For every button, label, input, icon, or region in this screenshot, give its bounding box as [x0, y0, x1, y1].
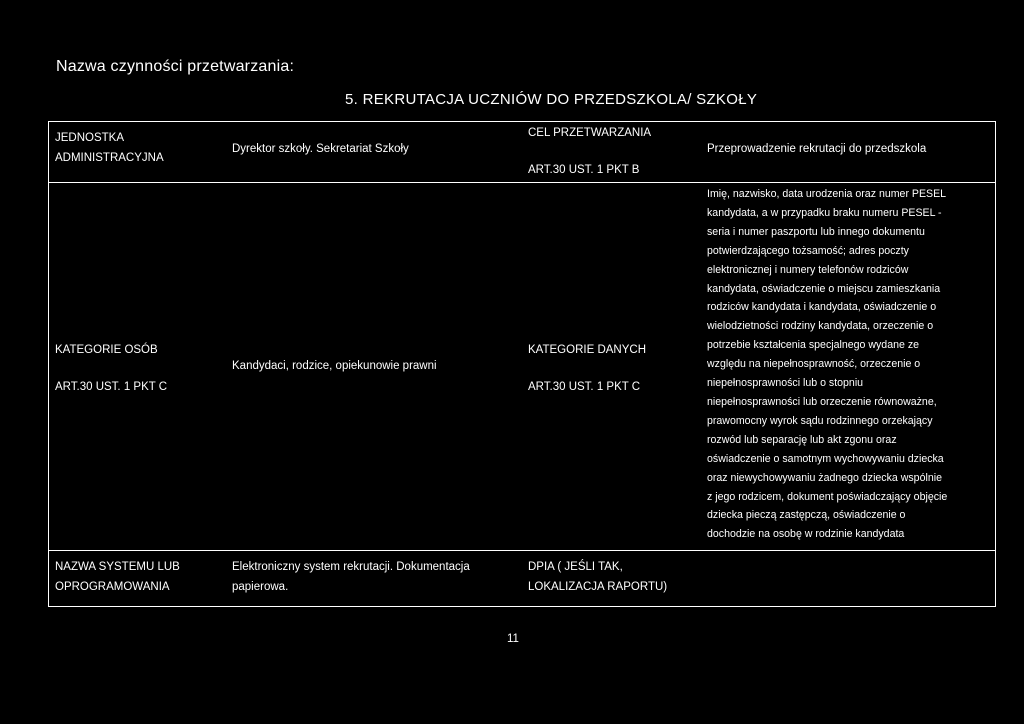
- data-line: względu na niepełnosprawność, orzeczenie o: [707, 358, 921, 371]
- data-line: Imię, nazwisko, data urodzenia oraz numer PESEL: [707, 188, 947, 200]
- table-right-border: [995, 121, 996, 607]
- data-line: rodziców kandydata i kandydata, oświadczenie o: [707, 301, 937, 314]
- processing-purpose-value: Przeprowadzenie rekrutacji do przedszkola: [707, 143, 927, 155]
- data-line: wielodzietności rodziny kandydata, orzeczenie o: [707, 320, 934, 333]
- administrative-unit-label-line1: JEDNOSTKA: [55, 132, 125, 144]
- table-bottom-border: [48, 606, 996, 607]
- data-line: oświadczenie o samotnym wychowywaniu dziecka: [707, 452, 944, 465]
- person-categories-label: [55, 340, 167, 398]
- data-line: oraz niewychowywaniu żadnego dziecka wspólnie: [707, 471, 942, 484]
- data-line: seria i numer paszportu lub innego dokumentu: [707, 225, 925, 238]
- dpia-label-line1: DPIA ( JEŚLI TAK,: [528, 561, 623, 573]
- system-name-value: [232, 557, 470, 597]
- system-name-label-line1: NAZWA SYSTEMU LUB: [55, 561, 180, 573]
- person-categories-title: KATEGORIE OSÓB: [55, 344, 158, 356]
- dpia-label: [528, 557, 667, 597]
- administrative-unit-label-line2: ADMINISTRACYJNA: [55, 152, 164, 164]
- system-name-label-line2: OPROGRAMOWANIA: [55, 581, 170, 593]
- processing-purpose-basis: ART.30 UST. 1 PKT B: [528, 164, 640, 176]
- system-name-value-line1: Elektroniczny system rekrutacji. Dokumentacja: [232, 561, 470, 573]
- data-categories-basis: ART.30 UST. 1 PKT C: [528, 381, 641, 393]
- data-categories-title: KATEGORIE DANYCH: [528, 344, 646, 356]
- administrative-unit-label: [55, 128, 164, 168]
- data-line: potwierdzającego tożsamość; adres poczty: [707, 244, 909, 257]
- data-categories-value: [707, 185, 992, 544]
- administrative-unit-value: Dyrektor szkoły. Sekretariat Szkoły: [232, 143, 409, 155]
- system-name-label: [55, 557, 180, 597]
- person-categories-basis: ART.30 UST. 1 PKT C: [55, 381, 168, 393]
- data-line: dochodzie na osobę w rodzinie kandydata: [707, 528, 905, 541]
- system-name-value-line2: papierowa.: [232, 581, 289, 593]
- data-line: elektronicznej i numery telefonów rodziców: [707, 263, 909, 276]
- person-categories-value: Kandydaci, rodzice, opiekunowie prawni: [232, 360, 437, 372]
- processing-purpose-label: [528, 123, 651, 181]
- row2-bottom-border: [48, 550, 996, 551]
- table-left-border: [48, 121, 49, 607]
- data-line: prawomocny wyrok sądu rodzinnego orzekający: [707, 414, 933, 427]
- section-title: 5. REKRUTACJA UCZNIÓW DO PRZEDSZKOLA/ SZKOŁY: [345, 91, 758, 108]
- data-line: potrzebie kształcenia specjalnego wydane ze: [707, 339, 920, 352]
- page-number: 11: [507, 633, 519, 645]
- dpia-label-line2: LOKALIZACJA RAPORTU): [528, 581, 668, 593]
- activity-name-heading: Nazwa czynności przetwarzania:: [56, 58, 295, 75]
- data-line: kandydata, oświadczenie o miejscu zamieszkania: [707, 282, 941, 295]
- data-line: niepełnosprawności lub orzeczenie równoważne,: [707, 395, 937, 408]
- row1-bottom-border: [48, 182, 996, 183]
- data-line: kandydata, a w przypadku braku numeru PESEL -: [707, 206, 942, 219]
- table-top-border: [48, 121, 996, 122]
- data-line: z jego rodzicem, dokument poświadczający objęcie: [707, 490, 948, 503]
- processing-purpose-title: CEL PRZETWARZANIA: [528, 127, 652, 139]
- data-line: niepełnosprawności lub o stopniu: [707, 377, 864, 390]
- data-line: rozwód lub separację lub akt zgonu oraz: [707, 433, 897, 446]
- data-line: dziecka pieczą zastępczą, oświadczenie o: [707, 509, 906, 522]
- data-categories-label: [528, 340, 646, 398]
